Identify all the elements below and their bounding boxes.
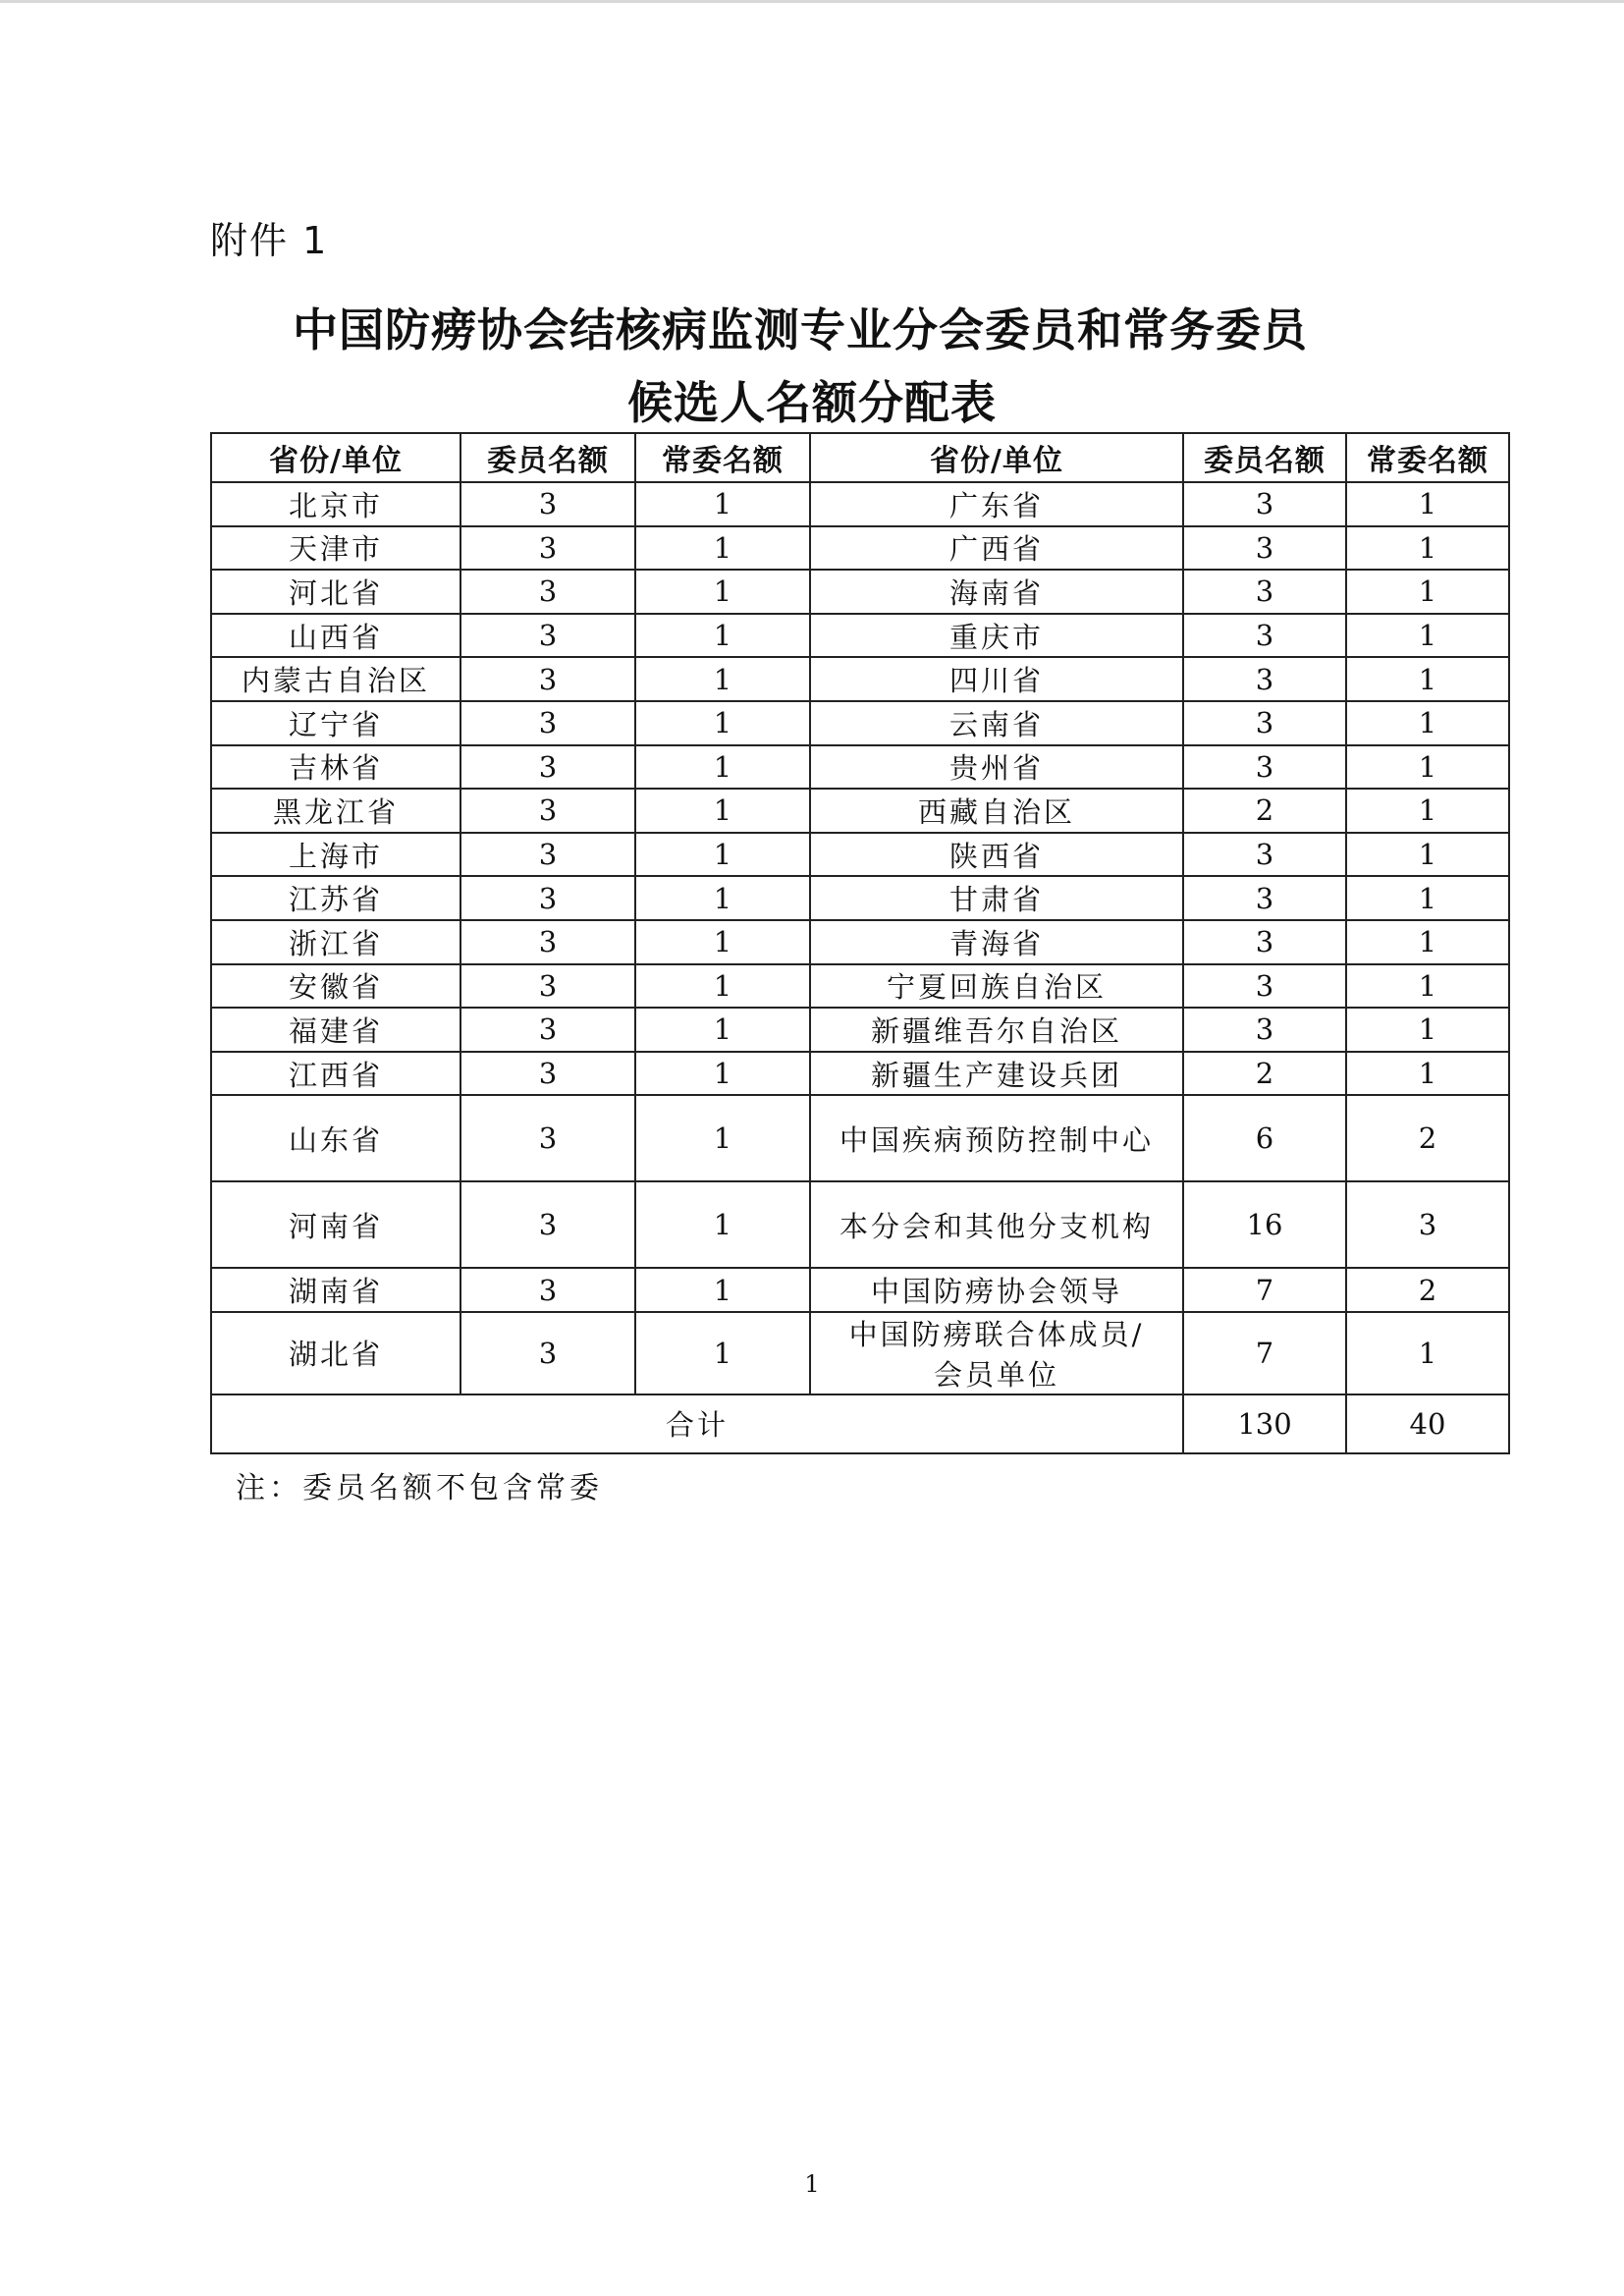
table-row: [211, 614, 1509, 658]
table-row: [211, 1052, 1509, 1096]
left-members: 3: [460, 526, 635, 571]
page-number: 1: [804, 2170, 820, 2198]
left-unit: 福建省: [211, 1008, 460, 1052]
left-standing: 1: [635, 1181, 810, 1268]
left-unit: 安徽省: [211, 964, 460, 1009]
left-members: 3: [460, 789, 635, 833]
right-unit: 中国疾病预防控制中心: [810, 1095, 1183, 1181]
right-members: 3: [1183, 482, 1346, 526]
left-standing: 1: [635, 876, 810, 920]
footnote: 注：委员名额不包含常委: [236, 1471, 603, 1505]
right-members: 2: [1183, 1052, 1346, 1096]
left-members: 3: [460, 1052, 635, 1096]
left-standing: 1: [635, 833, 810, 877]
left-members: 3: [460, 964, 635, 1009]
table-row: [211, 482, 1509, 526]
right-standing: 1: [1346, 745, 1509, 790]
right-unit-line2: 会员单位: [933, 1357, 1059, 1392]
left-standing: 1: [635, 526, 810, 571]
table-row: [211, 701, 1509, 745]
right-members: 3: [1183, 701, 1346, 745]
table-row: [211, 876, 1509, 920]
table-header-row: [211, 433, 1509, 482]
right-standing: 1: [1346, 1008, 1509, 1052]
left-members: 3: [460, 1095, 635, 1181]
table-row: [211, 833, 1509, 877]
right-members: 3: [1183, 526, 1346, 571]
table-row: [211, 570, 1509, 614]
left-members: 3: [460, 657, 635, 701]
left-unit: 湖南省: [211, 1268, 460, 1312]
left-members: 3: [460, 920, 635, 964]
total-members: 130: [1183, 1394, 1346, 1453]
right-standing: 2: [1346, 1268, 1509, 1312]
left-members: 3: [460, 1268, 635, 1312]
header-right-unit: 省份/单位: [810, 433, 1183, 482]
right-unit: 广西省: [810, 526, 1183, 571]
left-standing: 1: [635, 614, 810, 658]
right-standing: 2: [1346, 1095, 1509, 1181]
right-unit-line1: 中国防痨联合体成员/: [848, 1317, 1145, 1351]
right-standing: 1: [1346, 570, 1509, 614]
left-unit: 江苏省: [211, 876, 460, 920]
right-members: 3: [1183, 920, 1346, 964]
left-standing: 1: [635, 920, 810, 964]
right-unit: 宁夏回族自治区: [810, 964, 1183, 1009]
table-row: [211, 789, 1509, 833]
right-unit: 贵州省: [810, 745, 1183, 790]
left-unit: 吉林省: [211, 745, 460, 790]
left-unit: 上海市: [211, 833, 460, 877]
right-standing: 1: [1346, 964, 1509, 1009]
table-row: [211, 1268, 1509, 1312]
right-standing: 1: [1346, 920, 1509, 964]
left-standing: 1: [635, 1052, 810, 1096]
right-unit: [810, 1312, 1183, 1394]
table-row: [211, 964, 1509, 1009]
table-row: [211, 1095, 1509, 1181]
left-unit: 江西省: [211, 1052, 460, 1096]
scan-edge: [0, 0, 1624, 3]
right-standing: 1: [1346, 1312, 1509, 1394]
right-unit: 重庆市: [810, 614, 1183, 658]
left-members: 3: [460, 1312, 635, 1394]
left-standing: 1: [635, 570, 810, 614]
right-standing: 1: [1346, 1052, 1509, 1096]
right-members: 7: [1183, 1268, 1346, 1312]
right-unit: 本分会和其他分支机构: [810, 1181, 1183, 1268]
left-members: 3: [460, 570, 635, 614]
left-unit: 河南省: [211, 1181, 460, 1268]
right-unit: 西藏自治区: [810, 789, 1183, 833]
right-unit: 新疆生产建设兵团: [810, 1052, 1183, 1096]
left-standing: 1: [635, 964, 810, 1009]
left-standing: 1: [635, 789, 810, 833]
right-standing: 1: [1346, 614, 1509, 658]
left-standing: 1: [635, 1008, 810, 1052]
right-standing: 1: [1346, 789, 1509, 833]
left-members: 3: [460, 701, 635, 745]
left-members: 3: [460, 833, 635, 877]
left-unit: 浙江省: [211, 920, 460, 964]
left-unit: 天津市: [211, 526, 460, 571]
right-members: 3: [1183, 876, 1346, 920]
left-unit: 北京市: [211, 482, 460, 526]
document-title: 中国防痨协会结核病监测专业分会委员和常务委员: [293, 303, 1308, 356]
header-right-standing: 常委名额: [1346, 433, 1509, 482]
table-row: [211, 1008, 1509, 1052]
right-standing: 1: [1346, 657, 1509, 701]
left-unit: 黑龙江省: [211, 789, 460, 833]
right-unit: 海南省: [810, 570, 1183, 614]
left-standing: 1: [635, 701, 810, 745]
right-standing: 1: [1346, 833, 1509, 877]
left-unit: 内蒙古自治区: [211, 657, 460, 701]
right-members: 3: [1183, 1008, 1346, 1052]
left-standing: 1: [635, 1268, 810, 1312]
left-members: 3: [460, 1008, 635, 1052]
left-standing: 1: [635, 657, 810, 701]
right-members: 3: [1183, 964, 1346, 1009]
header-left-members: 委员名额: [460, 433, 635, 482]
left-members: 3: [460, 745, 635, 790]
right-standing: 1: [1346, 526, 1509, 571]
right-standing: 1: [1346, 701, 1509, 745]
right-unit: 云南省: [810, 701, 1183, 745]
right-members: 2: [1183, 789, 1346, 833]
right-members: 3: [1183, 614, 1346, 658]
table-row: [211, 920, 1509, 964]
left-members: 3: [460, 614, 635, 658]
document-subtitle: 候选人名额分配表: [627, 376, 997, 429]
right-unit: 新疆维吾尔自治区: [810, 1008, 1183, 1052]
left-unit: 山东省: [211, 1095, 460, 1181]
right-members: 3: [1183, 570, 1346, 614]
header-left-standing: 常委名额: [635, 433, 810, 482]
right-members: 7: [1183, 1312, 1346, 1394]
total-row: [211, 1394, 1509, 1453]
right-members: 6: [1183, 1095, 1346, 1181]
header-left-unit: 省份/单位: [211, 433, 460, 482]
left-standing: 1: [635, 745, 810, 790]
right-unit: 青海省: [810, 920, 1183, 964]
table-row: [211, 1181, 1509, 1268]
left-unit: 山西省: [211, 614, 460, 658]
left-members: 3: [460, 876, 635, 920]
total-label: 合计: [211, 1394, 1183, 1453]
table-row: [211, 526, 1509, 571]
allocation-table: [210, 432, 1510, 1454]
table-row: [211, 745, 1509, 790]
right-standing: 1: [1346, 482, 1509, 526]
right-members: 3: [1183, 657, 1346, 701]
left-members: 3: [460, 1181, 635, 1268]
right-unit: 甘肃省: [810, 876, 1183, 920]
right-standing: 1: [1346, 876, 1509, 920]
header-right-members: 委员名额: [1183, 433, 1346, 482]
right-members: 3: [1183, 833, 1346, 877]
right-unit: 四川省: [810, 657, 1183, 701]
left-standing: 1: [635, 1312, 810, 1394]
left-unit: 湖北省: [211, 1312, 460, 1394]
right-standing: 3: [1346, 1181, 1509, 1268]
right-unit: 广东省: [810, 482, 1183, 526]
right-members: 16: [1183, 1181, 1346, 1268]
left-unit: 辽宁省: [211, 701, 460, 745]
attachment-label: 附件 1: [210, 219, 329, 262]
left-standing: 1: [635, 482, 810, 526]
total-standing: 40: [1346, 1394, 1509, 1453]
right-members: 3: [1183, 745, 1346, 790]
right-unit: 中国防痨协会领导: [810, 1268, 1183, 1312]
left-unit: 河北省: [211, 570, 460, 614]
table-row: [211, 657, 1509, 701]
table-row: [211, 1312, 1509, 1394]
right-unit: 陕西省: [810, 833, 1183, 877]
left-members: 3: [460, 482, 635, 526]
left-standing: 1: [635, 1095, 810, 1181]
